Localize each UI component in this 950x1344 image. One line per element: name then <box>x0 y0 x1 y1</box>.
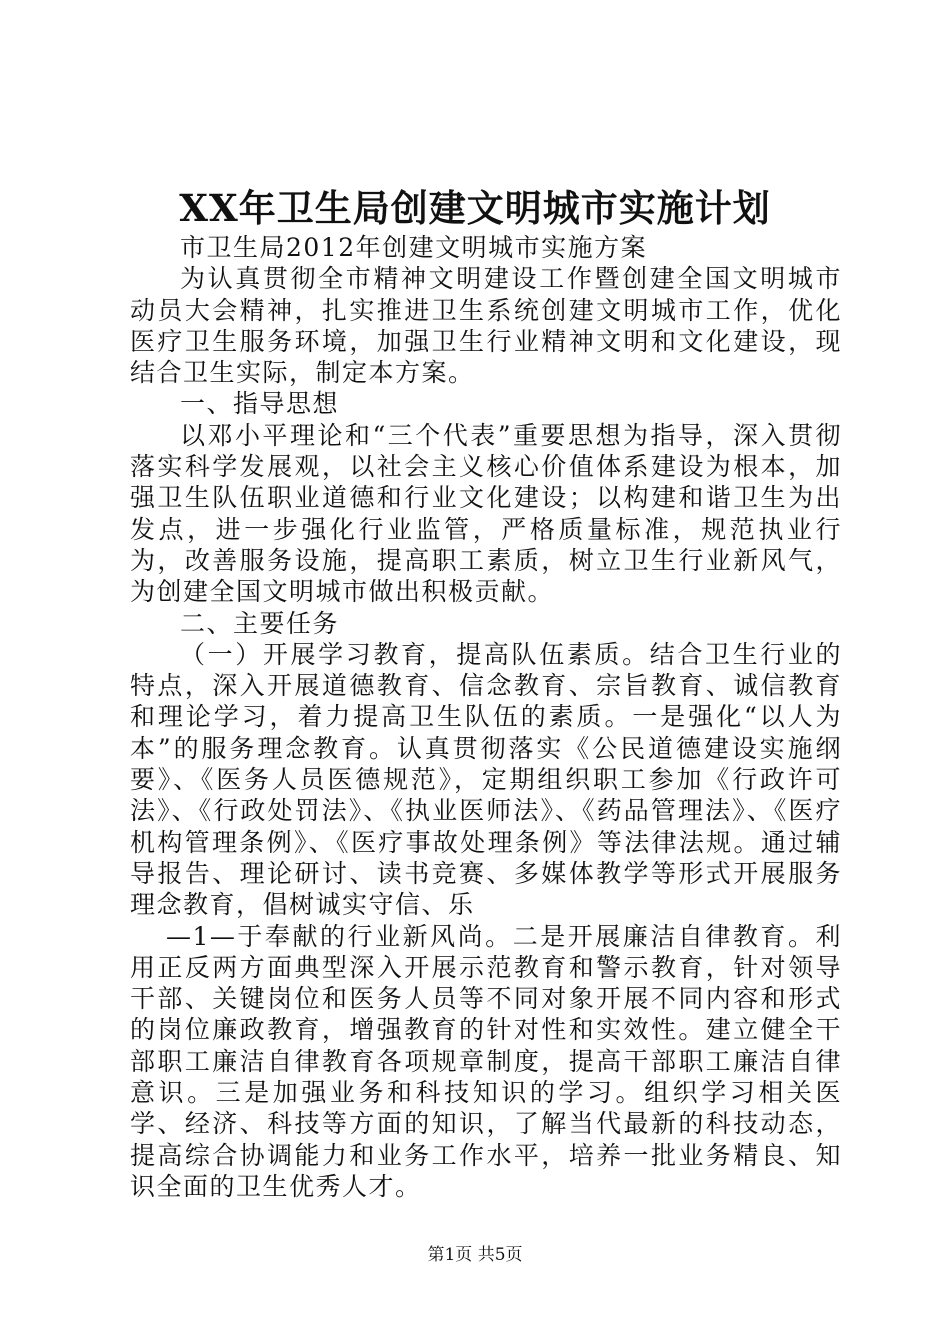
section-heading-main-tasks: 二、主要任务 <box>180 608 340 638</box>
paragraph-task-one: （一）开展学习教育，提高队伍素质。结合卫生行业的特点，深入开展道德教育、信念教育、宗旨教育、诚信教育和理论学习，着力提高卫生队伍的素质。一是强化“以人为本”的服务理念教育。认真贯彻落实《公民道德建设实施纲要》、《医务人员医德规范》，定期组织职工参加《行政许可法》、《行政处罚法》、《执业医师法》、《药品管理法》、《医疗机构管理条例》、《医疗事故处理条例》等法律法规。通过辅导报告、理论研讨、读书竞赛、多媒体教学等形式开展服务理念教育，倡树诚实守信、乐 <box>130 639 842 920</box>
section-heading-guiding-thought: 一、指导思想 <box>180 389 340 419</box>
paragraph-guiding-thought: 以邓小平理论和“三个代表”重要思想为指导，深入贯彻落实科学发展观，以社会主义核心价值体系建设为根本，加强卫生队伍职业道德和行业文化建设；以构建和谐卫生为出发点，进一步强化行业监管，严格质量标准，规范执业行为，改善服务设施，提高职工素质，树立卫生行业新风气，为创建全国文明城市做出积极贡献。 <box>130 420 842 607</box>
document-title: XX年卫生局创建文明城市实施计划 <box>179 186 771 230</box>
paragraph-subtitle: 市卫生局2012年创建文明城市实施方案 <box>180 233 648 262</box>
paragraph-task-one-continued: —1—于奉献的行业新风尚。二是开展廉洁自律教育。利用正反两方面典型深入开展示范教育和警示教育，针对领导干部、关键岗位和医务人员等不同对象开展不同内容和形式的岗位廉政教育，增强教育的针对性和实效性。建立健全干部职工廉洁自律教育各项规章制度，提高干部职工廉洁自律意识。三是加强业务和科技知识的学习。组织学习相关医学、经济、科技等方面的知识，了解当代最新的科技动态，提高综合协调能力和业务工作水平，培养一批业务精良、知识全面的卫生优秀人才。 <box>130 921 842 1201</box>
paragraph-intro: 为认真贯彻全市精神文明建设工作暨创建全国文明城市动员大会精神，扎实推进卫生系统创建文明城市工作，优化医疗卫生服务环境，加强卫生行业精神文明和文化建设，现结合卫生实际，制定本方案。 <box>130 264 842 388</box>
document-body <box>130 232 842 1202</box>
page-footer: 第1页 共5页 <box>427 1245 523 1265</box>
